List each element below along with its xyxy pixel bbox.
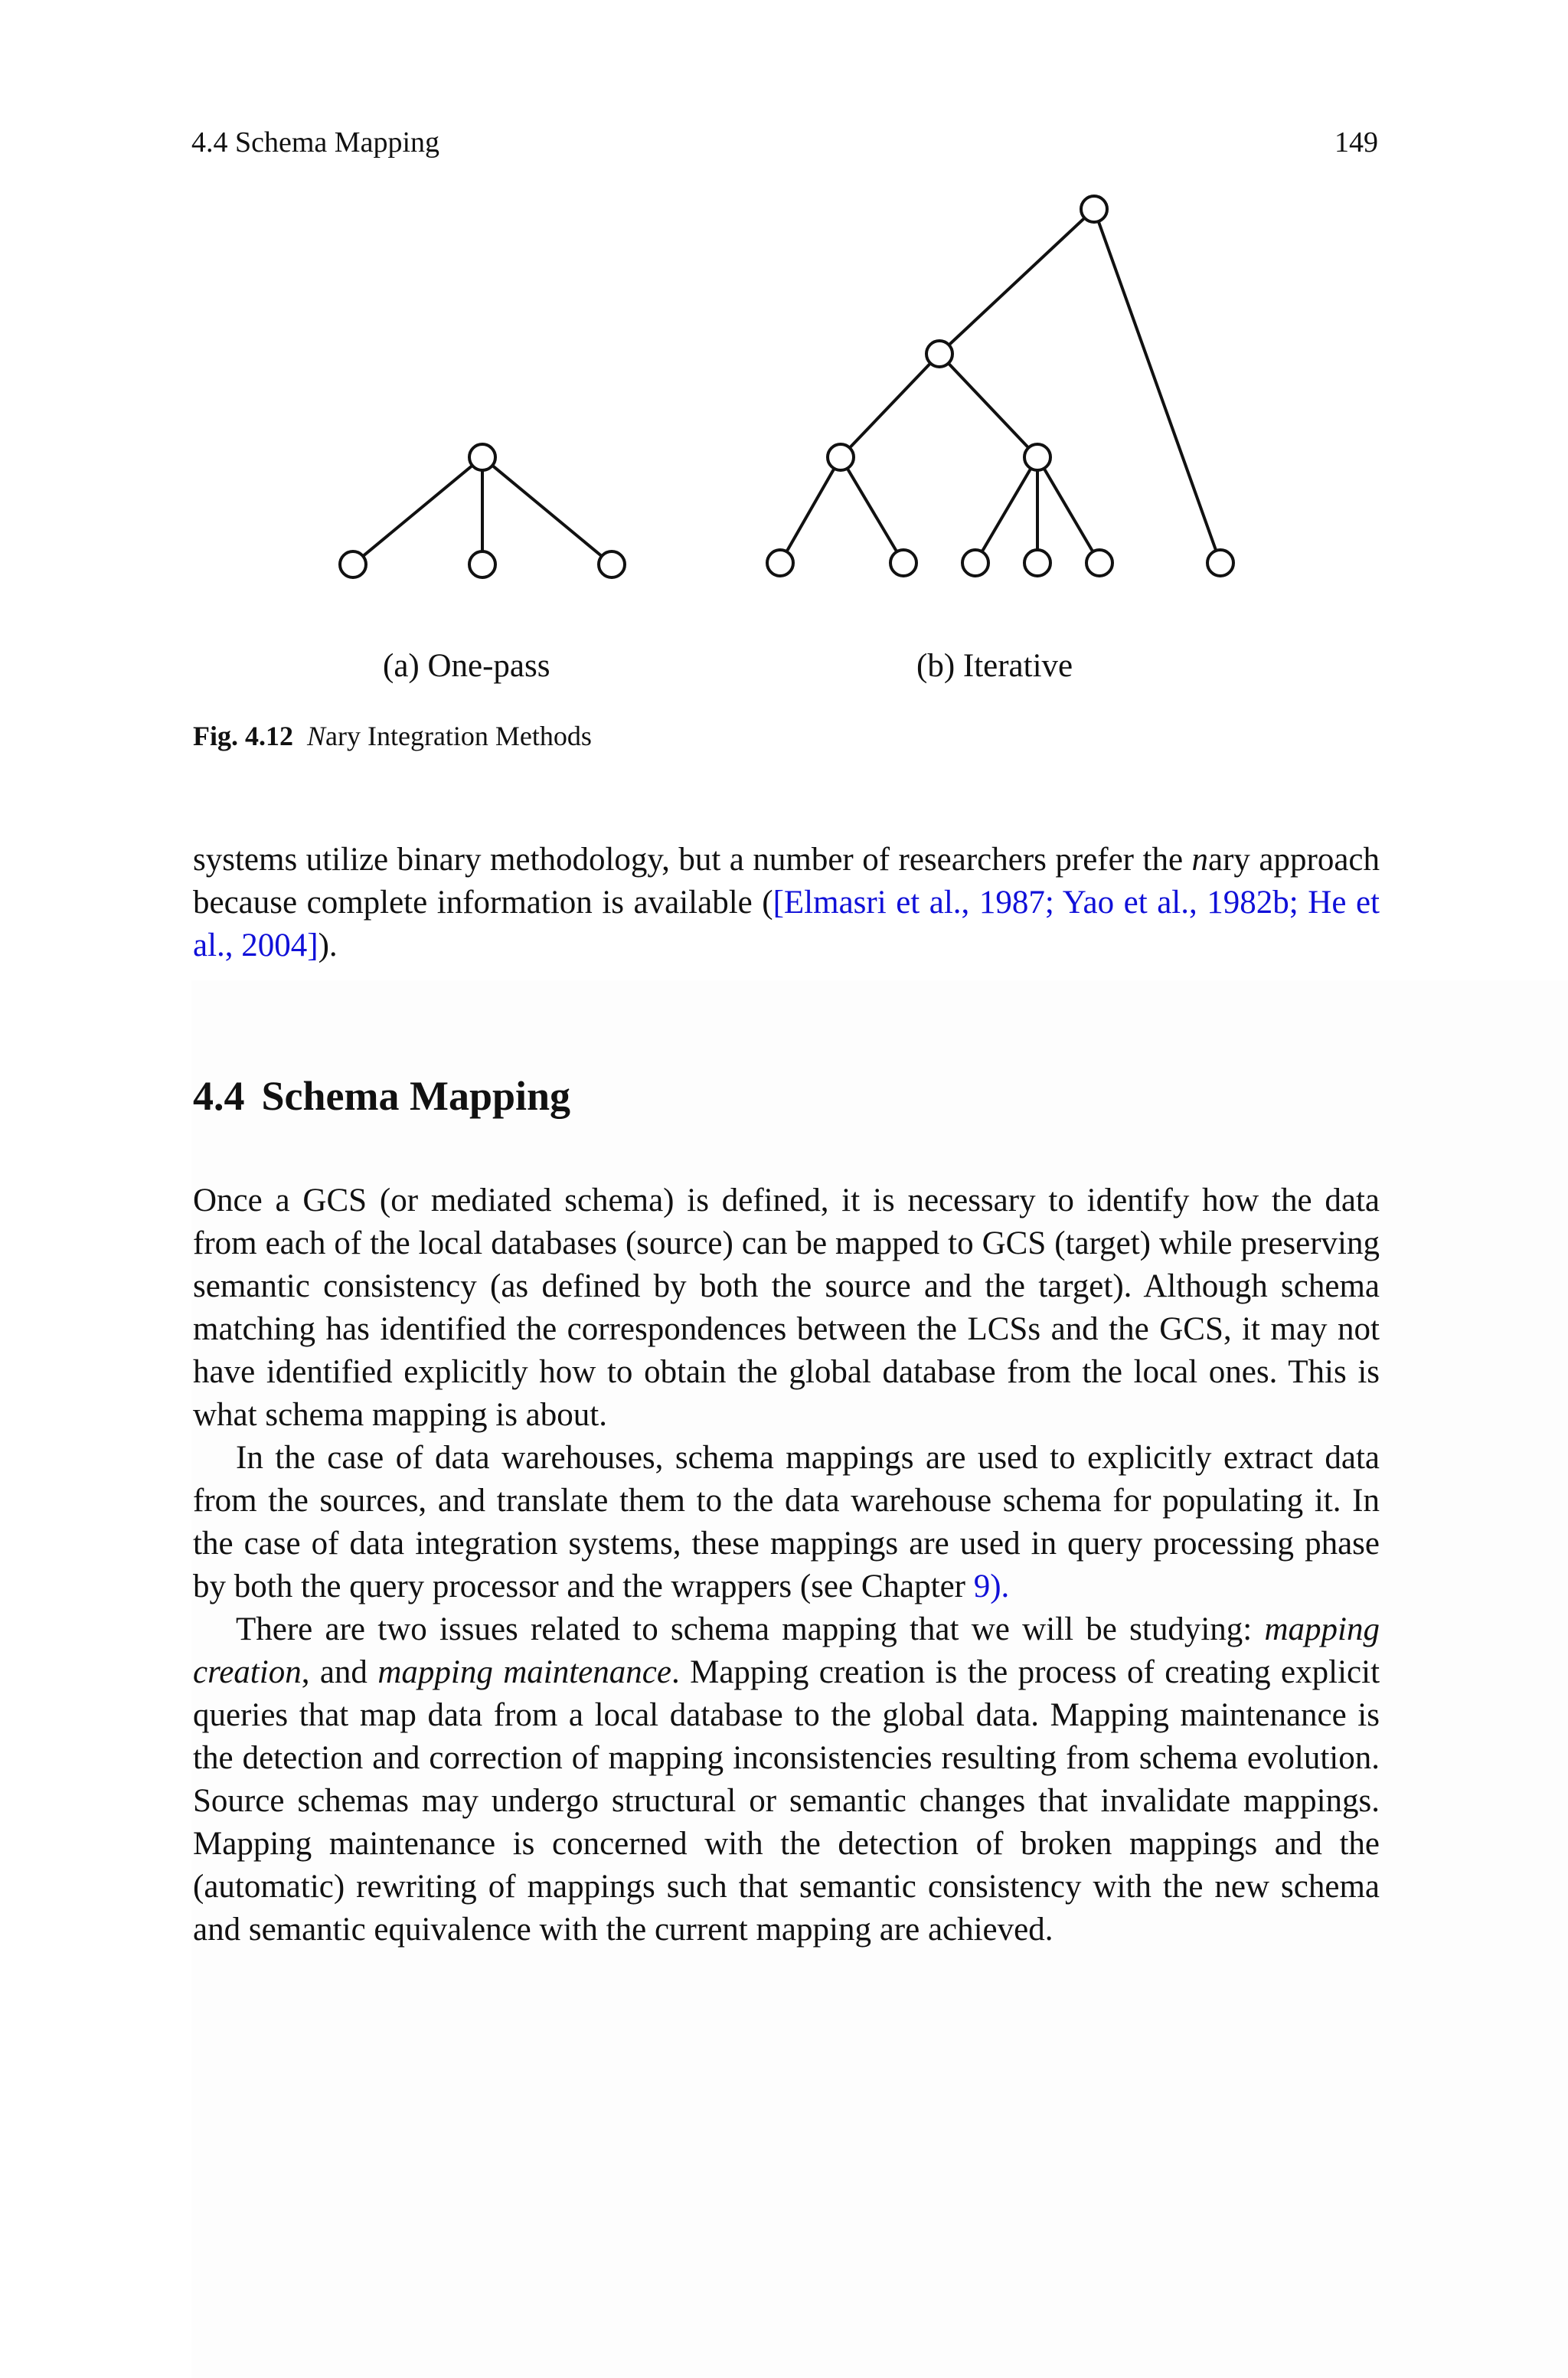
running-head-section: 4.4 Schema Mapping	[191, 126, 440, 159]
emphasis-mapping-maintenance: mapping maintenance	[377, 1654, 671, 1690]
iterative-edge	[1094, 209, 1220, 563]
one-pass-leaf-node	[599, 551, 625, 577]
figure-caption-italic: N	[307, 721, 326, 751]
citation-link[interactable]: [Elmasri et al., 1987; Yao et al., 1982b; He et al., 2004]	[193, 885, 1380, 963]
paragraph	[193, 1608, 1380, 1951]
section-title: Schema Mapping	[261, 1073, 571, 1119]
paragraph-text: , and	[301, 1654, 378, 1690]
iterative-edge	[939, 209, 1094, 354]
iterative-inner-node	[926, 341, 952, 367]
iterative-leaf-node	[962, 550, 988, 576]
figure-caption-text: ary Integration Methods	[325, 721, 592, 751]
iterative-leaf-node	[1207, 550, 1233, 576]
subcaption-one-pass: (a) One-pass	[383, 648, 550, 684]
one-pass-edge	[482, 457, 612, 564]
paragraph	[193, 1437, 1380, 1608]
paragraph: Once a GCS (or mediated schema) is defined, it is necessary to identify how the data from each of the local databases (source) can be mapped to GCS (target) while preserving semantic consistency (as defined by both the source and the target). Although schema matching has identified the correspondences between the LCSs and the GCS, it may not have identified explicitly how to obtain the global database from the local ones. This is what schema mapping is about.	[193, 1182, 1380, 1433]
iterative-leaf-node	[1086, 550, 1112, 576]
one-pass-tree	[340, 444, 625, 577]
chapter-9-link[interactable]: 9).	[973, 1568, 1010, 1604]
intro-text: ).	[318, 927, 338, 963]
intro-text: systems utilize binary methodology, but a number of researchers prefer the	[193, 842, 1192, 878]
section-heading	[193, 1072, 570, 1120]
figure-caption	[193, 720, 592, 752]
iterative-leaf-node	[1024, 550, 1050, 576]
iterative-inner-node	[1024, 444, 1050, 470]
iterative-leaf-node	[890, 550, 916, 576]
intro-text: ary approach because complete information is available (	[193, 842, 1380, 921]
section-number: 4.4	[193, 1073, 245, 1119]
iterative-edge	[975, 457, 1037, 563]
iterative-inner-node	[828, 444, 854, 470]
one-pass-leaf-node	[340, 551, 366, 577]
one-pass-edge	[353, 457, 482, 564]
intro-n-italic: n	[1191, 842, 1209, 878]
emphasis-mapping-creation: mapping creation	[193, 1611, 1380, 1690]
iterative-root-node	[1081, 196, 1107, 222]
paragraph-text: . Mapping creation is the process of creating explicit queries that map data from a local database to the global data. Mapping maintenance is the detection and correction of mapping inconsistencies resulting from schema evolution. Source schemas may undergo structural or semantic changes that invalidate mappings. Mapping maintenance is concerned with the detection of broken mappings and the (automatic) rewriting of mappings such that semantic consistency with the new schema and semantic equivalence with the current mapping are achieved.	[193, 1654, 1380, 1948]
subcaption-iterative: (b) Iterative	[916, 648, 1073, 684]
iterative-edge	[841, 457, 903, 563]
section-body	[193, 1179, 1380, 1951]
iterative-edge	[780, 457, 841, 563]
iterative-edge	[1037, 457, 1099, 563]
iterative-edge	[841, 354, 939, 457]
iterative-tree	[767, 196, 1233, 576]
one-pass-leaf-node	[469, 551, 495, 577]
paragraph-text: In the case of data warehouses, schema mappings are used to explicitly extract data from the sources, and translate them to the data warehouse schema for populating it. In the case of data integration systems, these mappings are used in query processing phase by both the query processor and the wrappers (see Chapter	[193, 1440, 1380, 1604]
iterative-leaf-node	[767, 550, 793, 576]
page-number: 149	[1334, 126, 1378, 159]
one-pass-root-node	[469, 444, 495, 470]
tree-diagrams	[0, 0, 1568, 766]
iterative-edge	[939, 354, 1037, 457]
intro-paragraph	[193, 839, 1380, 967]
paragraph-text: There are two issues related to schema mapping that we will be studying:	[236, 1611, 1265, 1647]
figure-4-12	[0, 0, 1568, 766]
figure-caption-label: Fig. 4.12	[193, 721, 293, 751]
